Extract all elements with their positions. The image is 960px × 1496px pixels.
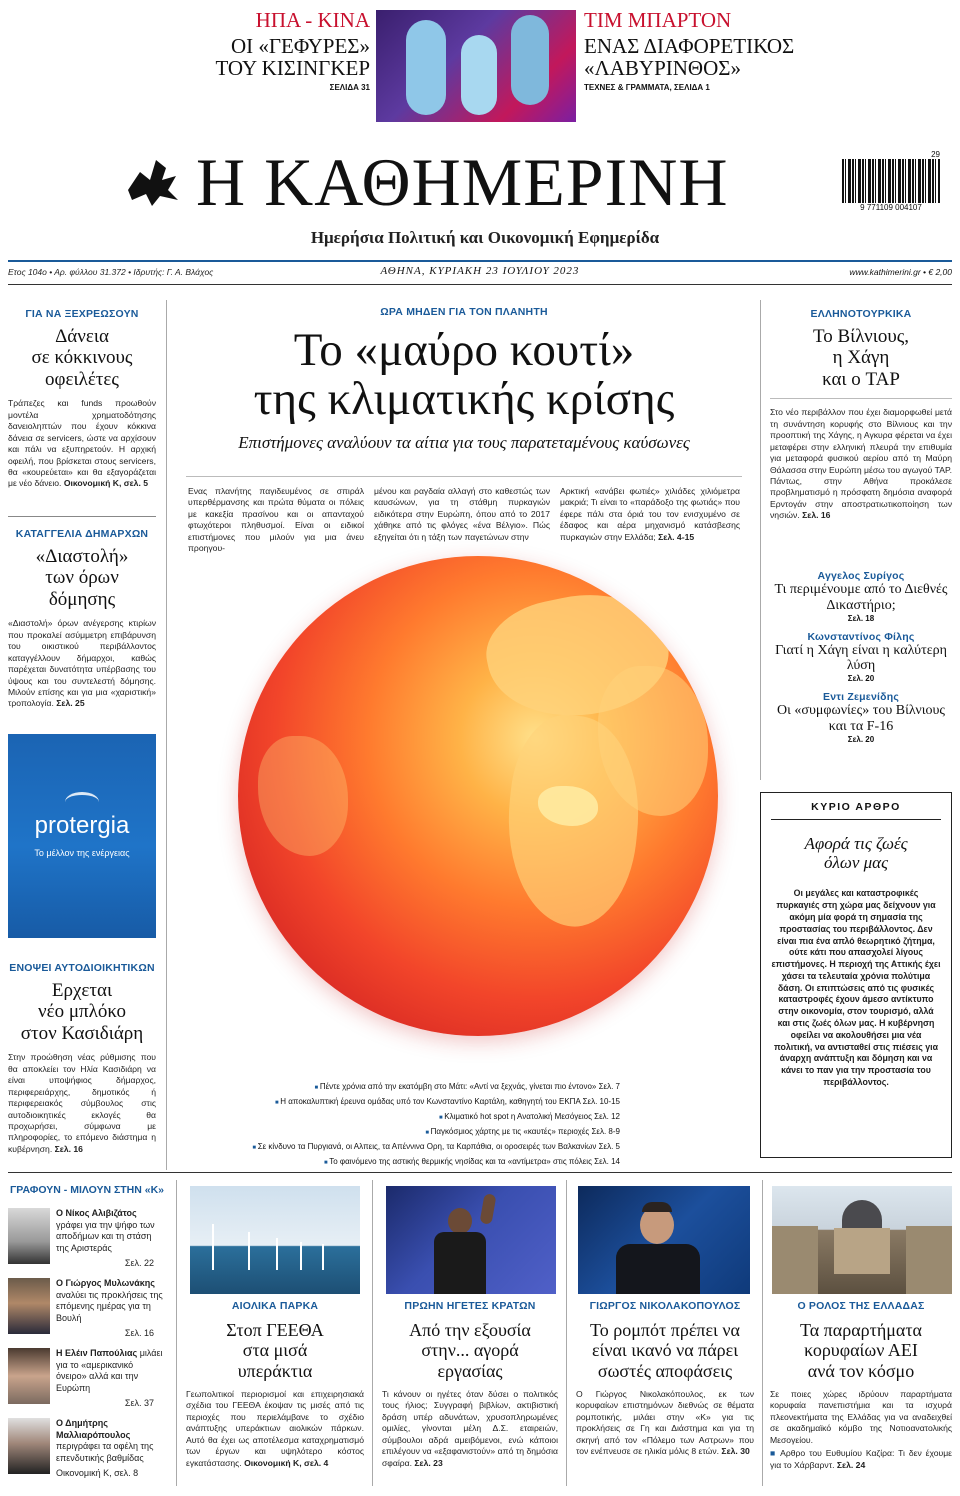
lead-body-col1: Ενας πλανήτης παγιδευμένος σε σπιράλ υπερθέρμανσης και πρώτα θύματα οι πόλεις με κακεξία πρασίνου και οι απανταχού φτωχότεροι πληθυσμοί. Είναι οι ειδικοί επιστήμονες που μιλούν για μια άνευ προηγου- <box>188 486 364 554</box>
related-link[interactable]: ■ Το φαινόμενο της αστικής θερμικής νησίδας και τα «αντίμετρα» στις πόλεις Σελ. 14 <box>196 1155 620 1170</box>
bottom-story-universities[interactable]: Ο ΡΟΛΟΣ ΤΗΣ ΕΛΛΑΔΑΣ Τα παραρτήματα κορυφαίων ΑΕΙ ανά τον κόσμο Σε ποιες χώρες ιδρύουν παραρτήματα κορυφαία πανεπιστήμια και τα ισχυρά πλεονεκτήματα της Ελλάδας για να αναδειχθεί σε ακαδημαϊκό κόμβο της Νοτιοανατολικής Μεσογείου. ■ Αρθρο του Ευθυμίου Καζίρα: Τι δεν έχουμε για το Χάρβαρντ. Σελ. 24 <box>770 1300 953 1470</box>
masthead-title: Η ΚΑΘΗΜΕΡΙΝΗ <box>196 144 729 220</box>
teaser-left-line2: ΤΟΥ ΚΙΣΙΝΓΚΕΡ <box>215 56 370 81</box>
story-headline-line: κορυφαίων ΑΕΙ <box>804 1340 918 1361</box>
lead-kicker: ΩΡΑ ΜΗΔΕΝ ΓΙΑ ΤΟΝ ΠΛΑΝΗΤΗ <box>380 306 548 318</box>
writer-name: Η Ελέιν Παπούλιας <box>56 1348 138 1358</box>
page-ref: Σελ. 16 <box>802 510 831 521</box>
writer-avatar <box>8 1208 50 1264</box>
story-kicker: ΚΑΤΑΓΓΕΛΙΑ ΔΗΜΑΡΧΩΝ <box>15 528 149 540</box>
story-headline-line: Από την εξουσία <box>409 1320 531 1340</box>
bottom-story-leaders[interactable] <box>382 1300 558 1469</box>
story-headline-line: των όρων <box>45 567 119 589</box>
story-body: Στο νέο περιβάλλον που έχει διαμορφωθεί μετά τη συνάντηση κορυφής στο Βίλνιους και την προοπτική της Χάγης, η Αγκυρα φέρεται να έχει μεταφέρει στην ελληνική πλευρά την επιθυμία για μεταφορά φυσικού αερίου από τη Μαύρη Θάλασσα στην Ευρώπη μέσω του αγωγού TAP. Πάντως, στην Αθήνα προκάλεσε προβληματισμό η πρόσφατη δημόσια αναφορά Ερντογάν στην αποστρατιωτικοποίηση των νησιών. <box>770 407 952 521</box>
photo-former-leader <box>386 1186 556 1294</box>
writer-avatar <box>8 1418 50 1474</box>
story-body: Ο Γιώργος Νικολακόπουλος, εκ των κορυφαίων επιστημόνων διεθνώς σε θέματα ρομποτικής, μιλάει στην «Κ» για τις προκλήσεις σε Γη και Διάστημα και για τη σκηνή από τον «Πόλεμο των Αστρων» που τον ενέπνευσε σε ηλικία μόλις 8 ετών. <box>576 1388 754 1457</box>
story-kicker: ΓΙΑ ΝΑ ΞΕΧΡΕΩΣΟΥΝ <box>25 308 139 320</box>
story-headline-line: υπεράκτια <box>237 1360 313 1381</box>
teaser-photo <box>376 10 576 122</box>
story-headline-line: Ερχεται <box>51 980 113 1001</box>
page-ref: Σελ. 37 <box>124 1398 154 1408</box>
teaser-right-kicker: ΤΙΜ ΜΠΑΡΤΟΝ <box>584 8 732 32</box>
story-headline-line: Τα παραρτήματα <box>800 1320 922 1340</box>
page-ref: Σελ. 16 <box>124 1328 154 1338</box>
story-body: «Διαστολή» όρων ανέγερσης κτιρίων που προκαλεί ασύμμετρη επιβάρυνση του οικιστικού περιβάλλοντος καταγγέλλουν δήμαρχοι, καθώς παρέχεται δυνατότητα υπέρβασης του ύψους και του συντελεστή δόμησης. Μιλούν επίσης και για μια «χαριστική» τροπολογία. <box>8 618 156 709</box>
writers-section <box>8 1184 166 1196</box>
story-kicker: ΠΡΩΗΝ ΗΓΕΤΕΣ ΚΡΑΤΩΝ <box>404 1300 536 1312</box>
page-ref: Σελ. 4-15 <box>658 531 695 542</box>
teaser-right[interactable] <box>584 10 804 92</box>
page-ref: Σελ. 22 <box>124 1258 154 1268</box>
writer-item[interactable] <box>8 1348 164 1410</box>
story-headline-line: σε κόκκινους <box>31 347 133 369</box>
writer-avatar <box>8 1278 50 1334</box>
teaser-right-line1: ΕΝΑΣ ΔΙΑΦΟΡΕΤΙΚΟΣ <box>584 34 795 58</box>
page-ref: Σελ. 20 <box>847 734 875 744</box>
writers-kicker: ΓΡΑΦΟΥΝ - ΜΙΛΟΥΝ ΣΤΗΝ «Κ» <box>9 1184 165 1196</box>
related-link[interactable]: ■ Η αποκαλυπτική έρευνα ομάδας υπό τον Κωνσταντίνο Καρτάλη, καθηγητή του ΕΚΠΑ Σελ. 10-15 <box>196 1095 620 1110</box>
ad-brand: protergia <box>34 812 130 839</box>
editorial-headline-line: όλων μας <box>823 853 888 873</box>
page-ref: Σελ. 20 <box>847 674 875 684</box>
story-headline-line: η Χάγη <box>832 347 890 369</box>
story-headline-line: «Διαστολή» <box>35 546 129 567</box>
teaser-left-line1: ΟΙ «ΓΕΦΥΡΕΣ» <box>230 34 370 58</box>
lead-headline-line2: της κλιματικής κρίσης <box>253 373 675 426</box>
story-kicker: Ο ΡΟΛΟΣ ΤΗΣ ΕΛΛΑΔΑΣ <box>797 1300 925 1312</box>
teaser-left-ref: ΣΕΛΙΔΑ 31 <box>329 83 370 93</box>
writer-text: γράφει για την ψήφο των αποδήμων και τη στάση της Αριστεράς <box>56 1219 155 1254</box>
story-body: Γεωπολιτικοί περιορισμοί και επιχειρησιακά σχέδια του ΓΕΕΘΑ έκοψαν τις μισές από τις περιοχές που περιελάμβανε το σχέδιο ανάπτυξης υπεράκτιων αιολικών πάρκων. Αυτό θα έχει ως αποτέλεσμα καταχρηματισμό των έργων και υψηλότερο κόστος εγκατάστασης. <box>186 1388 364 1468</box>
story-headline-line: εργασίας <box>437 1360 503 1381</box>
opinion-author: Αγγελος Συρίγος <box>817 570 905 582</box>
story-headline-line: και ο TAP <box>822 368 900 390</box>
teaser-left-kicker: ΗΠΑ - ΚΙΝΑ <box>255 8 370 32</box>
writer-avatar <box>8 1348 50 1404</box>
writer-item[interactable] <box>8 1208 164 1270</box>
lead-body-col3 <box>560 486 740 543</box>
right-story-greek-turkish[interactable] <box>770 308 952 522</box>
story-headline-line: στα μισά <box>242 1340 308 1361</box>
masthead-logo-griffin-icon <box>122 150 184 208</box>
story-headline-line: Στοπ ΓΕΕΘΑ <box>226 1320 324 1340</box>
masthead-subtitle: Ημερήσια Πολιτική και Οικονομική Εφημερίδα <box>310 228 660 247</box>
opinion-title: Γιατί η Χάγη είναι η καλύτερη λύση <box>775 642 947 674</box>
page-ref: Σελ. 23 <box>414 1457 443 1468</box>
story-headline-line: οφειλέτες <box>45 368 119 390</box>
story-headline-line: είναι ικανό να πάρει <box>591 1340 739 1361</box>
story-headline-line: δόμησης <box>48 588 116 610</box>
teaser-right-line2: «ΛΑΒΥΡΙΝΘΟΣ» <box>584 56 741 81</box>
editorial-box[interactable] <box>760 792 952 1158</box>
photo-nikolakopoulos <box>578 1186 750 1294</box>
photo-wind-farm <box>190 1186 360 1294</box>
lead-headline-line1: Το «μαύρο κουτί» <box>293 324 635 376</box>
ad-tagline: Το μέλλον της ενέργειας <box>34 848 130 858</box>
story-kicker: ΑΙΟΛΙΚΑ ΠΑΡΚΑ <box>231 1300 319 1312</box>
barcode-issue: 29 <box>931 150 940 159</box>
page-ref: Σελ. 30 <box>721 1446 750 1457</box>
left-story-building[interactable] <box>8 528 156 710</box>
writer-item[interactable] <box>8 1418 164 1480</box>
related-link[interactable]: ■ Κλιματικό hot spot η Ανατολική Μεσόγειος Σελ. 12 <box>196 1110 620 1125</box>
teaser-right-ref: ΤΕΧΝΕΣ & ΓΡΑΜΜΑΤΑ, ΣΕΛΙΔΑ 1 <box>584 83 710 93</box>
editorial-body: Οι μεγάλες και καταστροφικές πυρκαγιές στη χώρα μας δείχνουν για ακόμη μία φορά τη σημασία της προστασίας του περιβάλλοντος. Δεν είναι πια ένα απλό θεωρητικό ζήτημα, ούτε κάτι που απασχολεί λίγους επιστήμονες. Η περιοχή της Αττικής έχει χάσει τα τελευταία χρόνια πολύτιμα δάση. Οι επιπτώσεις από τις φυσικές καταστροφές έχουν άμεσο αντίκτυπο στην οικονομία, στον τουρισμό, αλλά και στις ζωές όλων μας. Η κυβέρνηση οφείλει να ακολουθήσει μια νέα πολιτική, να αντισταθεί στις πιέσεις για άναρχη ανάπτυξη και δόμηση και να κάνει το παν για την προστασία του περιβάλλοντος. <box>771 888 941 1087</box>
writer-name: Ο Νίκος Αλιβιζάτος <box>56 1208 137 1218</box>
opinion-author: Εντι Ζεμενίδης <box>823 691 899 704</box>
story-headline-line: στην... αγορά <box>421 1340 519 1361</box>
related-link[interactable]: ■ Παγκόσμιος χάρτης με τις «καυτές» περιοχές Σελ. 8-9 <box>196 1125 620 1140</box>
story-kicker: ΓΙΩΡΓΟΣ ΝΙΚΟΛΑΚΟΠΟΥΛΟΣ <box>589 1300 741 1312</box>
lead-related-links <box>196 1080 620 1170</box>
opinion-item[interactable] <box>770 691 952 744</box>
story-body: Στην προώθηση νέας ρύθμισης που θα αποκλείει τον Ηλία Κασιδιάρη να είναι υποψήφιος δήμαρχος, περιφερειάρχης, δημοτικός ή περιφερειακός σύμβουλος στις αυτοδιοικητικές εκλογές θα προχωρήσει, σύμφωνα με πληροφορίες, το επόμενο διάστημα η κυβέρνηση. <box>8 1052 156 1154</box>
opinion-author: Κωνσταντίνος Φίλης <box>807 630 915 643</box>
barcode-digits: 9 771109 004107 <box>860 203 922 212</box>
bottom-story-wind[interactable] <box>186 1300 364 1469</box>
opinion-title: Τι περιμένουμε από το Διεθνές Δικαστήριο; <box>774 582 948 613</box>
page-ref: Οικονομική Κ, σελ. 8 <box>56 1468 139 1478</box>
writer-text: αναλύει τις προκλήσεις της επόμενης ημέρας για τη Βουλή <box>56 1289 163 1324</box>
lead-body-col3-text: Αρκτική «ανάβει φωτιές» χιλιάδες χιλιόμετρα μακριά; Τι είναι το «παράδοξο της φωτιάς» που έφερε πάλι στα όριά του τον ενισχυμένο σε έδαφος και αέρα μηχανισμό κατάσβεσης πυρκαγιών στην Ελλάδα; <box>560 486 740 542</box>
bottom-story-robotics[interactable] <box>576 1300 754 1458</box>
page-ref: Σελ. 24 <box>836 1459 866 1470</box>
heatmap-globe <box>238 556 718 1036</box>
related-link[interactable]: ■ Σε κίνδυνο τα Πυργιανά, οι Αλπεις, τα Απέννινα Ορη, τα Καρπάθια, οι οροσειρές των Βαλκανίων Σελ. 5 <box>196 1140 620 1155</box>
page-ref: Σελ. 25 <box>56 698 85 709</box>
story-extra: Αρθρο του Ευθυμίου Καζίρα: Τι δεν έχουμε για το Χάρβαρντ. <box>770 1448 953 1470</box>
page-ref: Οικονομική Κ, σελ. 5 <box>63 478 149 489</box>
infobar-right[interactable]: www.kathimerini.gr • € 2,00 <box>849 267 952 277</box>
story-kicker: ΕΛΛΗΝΟΤΟΥΡΚΙΚΑ <box>810 308 912 320</box>
story-headline-line: σωστές αποφάσεις <box>597 1360 733 1381</box>
teaser-left[interactable] <box>190 10 370 92</box>
lead-story[interactable] <box>176 306 752 452</box>
protergia-ad[interactable] <box>8 734 156 938</box>
writer-text: μιλάει για το «αμερικανικό όνειρο» αλλά και την Ευρώπη <box>56 1348 163 1394</box>
photo-sorbonne <box>772 1186 952 1294</box>
page-ref: Σελ. 18 <box>847 613 875 623</box>
opinion-item[interactable] <box>770 570 952 623</box>
story-body: Τράπεζες και funds προωθούν μοντέλα χρηματοδότησης δανειοληπτών που έχουν κόκκινα δάνεια σε servicers, ώστε να αρχίσουν και πάλι να εξυπηρετούν. Η αρχική οφειλή, που βρίσκεται στους servicers, θα «κουρεύεται» και θα εξαγοράζεται με νέο δάνειο. <box>8 398 156 489</box>
story-headline-line: Το Βίλνιους, <box>812 326 910 347</box>
related-link[interactable]: ■ Πέντε χρόνια από την εκατόμβη στο Μάτι: «Αντί να ξεχνάς, γίνεται πιο έντονο» Σελ. 7 <box>196 1080 620 1095</box>
infobar-date: ΑΘΗΝΑ, ΚΥΡΙΑΚΗ 23 ΙΟΥΛΙΟΥ 2023 <box>380 265 580 277</box>
opinion-item[interactable] <box>770 631 952 684</box>
infobar-left: Ετος 104ο • Αρ. φύλλου 31.372 • Ιδρυτής: Γ. Α. Βλάχος <box>8 267 214 277</box>
writer-name: Ο Γιώργος Μυλωνάκης <box>56 1278 155 1288</box>
editorial-headline-line: Αφορά τις ζωές <box>804 834 908 853</box>
barcode <box>842 150 940 214</box>
lead-body-col2: μένου και ραγδαία αλλαγή στο καθεστώς των καυσώνων, για τη στάθμη πυρκαγιών ειδικότερα στην Ευρώπη, όπου από το 2017 χάθηκε από τις φλόγες «ένα Βέλγιο». Πώς εξηγείται ότι η τάξη των παγετώνων στην <box>374 486 550 542</box>
protergia-logo-icon <box>65 792 99 812</box>
page-ref: Σελ. 16 <box>54 1143 83 1154</box>
writer-name: Ο Δημήτρης Μαλλιαρόπουλος <box>56 1418 131 1440</box>
writer-text: περιγράφει τα οφέλη της επενδυτικής βαθμίδας <box>56 1441 154 1464</box>
story-headline-line: Το ρομπότ πρέπει να <box>590 1320 740 1340</box>
story-headline-line: ανά τον κόσμο <box>807 1360 915 1381</box>
opinion-title: Οι «συμφωνίες» του Βίλνιους και τα F-16 <box>777 703 945 735</box>
writer-item[interactable] <box>8 1278 164 1340</box>
story-body: Σε ποιες χώρες ιδρύουν παραρτήματα κορυφαία πανεπιστήμια και τα ισχυρά πλεονεκτήματα της Ελλάδας για να αναδειχθεί σε ακαδημαϊκό κόμβο της Νοτιοανατολικής Μεσογείου. <box>770 1388 952 1445</box>
story-headline-line: Δάνεια <box>55 326 109 347</box>
left-story-kasidiaris[interactable] <box>8 962 156 1155</box>
opinion-list <box>770 570 952 744</box>
left-story-loans[interactable] <box>8 308 156 490</box>
story-headline-line: νέο μπλόκο <box>38 1001 126 1023</box>
page-ref: Οικονομική Κ, σελ. 4 <box>244 1457 329 1468</box>
lead-deck: Επιστήμονες αναλύουν τα αίτια για τους παρατεταμένους καύσωνες <box>238 432 690 452</box>
story-body: Τι κάνουν οι ηγέτες όταν δύσει ο πολιτικός τους ήλιος; Συγγραφή βιβλίων, ακτιβιστική δράση υπέρ αδυνάτων, χρυσοπληρωμένες ομιλίες, γίνονται μέλη Δ.Σ. εταιρειών, σύμβουλοι αδρά αμειβόμενοι, ενώ κάποιοι επιλέγουν να «εξαφανιστούν» από τη δημόσια σφαίρα. <box>382 1388 558 1468</box>
story-kicker: ΕΝΟΨΕΙ ΑΥΤΟΔΙΟΙΚΗΤΙΚΩΝ <box>9 962 155 974</box>
editorial-label: ΚΥΡΙΟ ΑΡΘΡΟ <box>771 801 941 820</box>
story-headline-line: στον Κασιδιάρη <box>20 1022 144 1044</box>
